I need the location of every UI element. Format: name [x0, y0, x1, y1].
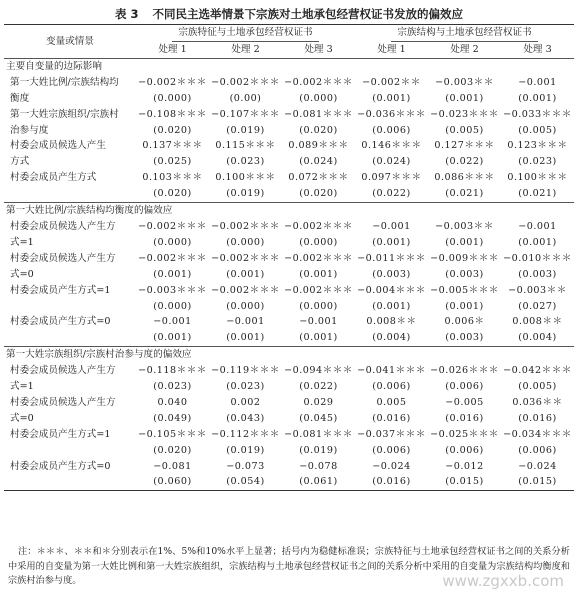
table-cell: (0.001): [372, 92, 411, 104]
table-cell: (0.000): [299, 92, 338, 104]
table-cell: −0.009＊＊＊: [430, 252, 499, 264]
row-label: 式=0: [10, 268, 34, 280]
table-cell: (0.00): [229, 92, 262, 104]
table-row: [4, 330, 574, 346]
table-cell: (0.022): [299, 381, 338, 393]
table-cell: −0.042＊＊＊: [503, 365, 572, 377]
table-cell: −0.002＊＊＊: [211, 284, 280, 296]
table-cell: −0.005＊＊＊: [430, 284, 499, 296]
row-label: 村委会成员产生方式: [10, 172, 97, 184]
table-cell: 0.040: [157, 396, 188, 408]
table-cell: (0.022): [372, 188, 411, 200]
table-cell: (0.025): [153, 156, 192, 168]
table-cell: −0.002＊＊＊: [284, 76, 353, 88]
table-cell: (0.001): [445, 236, 484, 248]
table-cell: (0.020): [299, 124, 338, 136]
table-cell: −0.081＊＊＊: [284, 108, 353, 120]
table-row: [4, 363, 574, 379]
table-cell: 0.127＊＊＊: [434, 140, 495, 152]
table-cell: −0.003＊＊: [435, 220, 494, 232]
table-cell: −0.001: [226, 316, 265, 328]
row-label: 治参与度: [10, 124, 49, 136]
table-cell: −0.002＊＊＊: [138, 76, 207, 88]
table-row: [4, 219, 574, 235]
table-cell: 0.008＊＊: [366, 316, 417, 328]
table-cell: (0.022): [445, 156, 484, 168]
table-cell: −0.118＊＊＊: [138, 365, 207, 377]
table-cell: (0.006): [445, 444, 484, 456]
row-label: 村委会成员候选人产生方: [10, 396, 116, 408]
table-cell: (0.023): [226, 381, 265, 393]
table-cell: −0.003＊＊＊: [138, 284, 207, 296]
table-cell: (0.000): [153, 236, 192, 248]
table-cell: (0.006): [445, 381, 484, 393]
table-cell: (0.060): [153, 476, 192, 488]
table-cell: −0.004＊＊＊: [357, 284, 426, 296]
table-cell: (0.000): [226, 300, 265, 312]
header-treatment: 处理 1: [377, 44, 406, 55]
table-cell: (0.020): [299, 188, 338, 200]
table-cell: −0.001: [372, 220, 411, 232]
table-cell: −0.108＊＊＊: [138, 108, 207, 120]
table-cell: (0.004): [518, 332, 557, 344]
table-cell: (0.000): [299, 236, 338, 248]
table-row: [4, 395, 574, 411]
table-cell: (0.021): [518, 188, 557, 200]
table-cell: −0.012: [445, 460, 484, 472]
table-cell: 0.123＊＊＊: [507, 140, 568, 152]
table-cell: (0.001): [299, 268, 338, 280]
table-cell: (0.024): [372, 156, 411, 168]
table-cell: (0.003): [372, 268, 411, 280]
table-cell: (0.024): [299, 156, 338, 168]
table-cell: 0.115＊＊＊: [215, 140, 276, 152]
table-cell: (0.016): [518, 412, 557, 424]
table-cell: (0.001): [518, 92, 557, 104]
row-label: 村委会成员产生方式=1: [10, 284, 111, 296]
table-cell: −0.112＊＊＊: [211, 428, 280, 440]
row-label: 村委会成员候选人产生: [10, 140, 106, 152]
table-row: [4, 75, 574, 91]
table-cell: 0.100＊＊＊: [507, 172, 568, 184]
table-row: [4, 251, 574, 267]
table-row: [4, 474, 574, 490]
table-cell: (0.021): [445, 188, 484, 200]
table-row: [4, 186, 574, 202]
table-row: [4, 283, 574, 299]
row-label: 村委会成员候选人产生方: [10, 252, 116, 264]
table-cell: (0.000): [153, 300, 192, 312]
table-cell: −0.002＊＊＊: [211, 252, 280, 264]
table-cell: (0.000): [299, 300, 338, 312]
table-cell: (0.027): [518, 300, 557, 312]
table-number: 表 3: [114, 7, 139, 21]
row-label: [4, 443, 136, 459]
row-label: 式=0: [10, 412, 34, 424]
watermark: www.zgxxb.com: [442, 572, 564, 590]
table-cell: −0.081＊＊＊: [284, 428, 353, 440]
row-label: [4, 330, 136, 346]
table-cell: (0.003): [445, 332, 484, 344]
table-cell: (0.001): [153, 332, 192, 344]
table-cell: 0.006＊: [444, 316, 485, 328]
table-cell: (0.005): [518, 381, 557, 393]
table-cell: (0.000): [226, 236, 265, 248]
table-cell: (0.019): [226, 444, 265, 456]
header-treatment: 处理 3: [304, 44, 333, 55]
table-cell: (0.023): [518, 156, 557, 168]
table-cell: (0.045): [299, 412, 338, 424]
table-cell: (0.023): [153, 381, 192, 393]
row-label: [4, 186, 136, 202]
table-cell: −0.025＊＊＊: [430, 428, 499, 440]
table-cell: 0.097＊＊＊: [361, 172, 422, 184]
table-row: [4, 91, 574, 107]
header-group-2: 宗族结构与土地承包经营权证书: [355, 25, 574, 43]
header-var-label: 变量或情景: [46, 35, 94, 47]
table-cell: (0.023): [226, 156, 265, 168]
table-cell: −0.036＊＊＊: [357, 108, 426, 120]
table-cell: (0.005): [445, 124, 484, 136]
table-row: [4, 411, 574, 427]
table-cell: −0.033＊＊＊: [503, 108, 572, 120]
table-cell: 0.029: [303, 396, 334, 408]
table-cell: −0.026＊＊＊: [430, 365, 499, 377]
table-cell: (0.005): [518, 124, 557, 136]
table-row: [4, 138, 574, 154]
table-row: [4, 123, 574, 139]
table-cell: −0.001: [153, 316, 192, 328]
row-label: 村委会成员产生方式=1: [10, 428, 111, 440]
table-cell: (0.001): [299, 332, 338, 344]
table-cell: −0.078: [299, 460, 338, 472]
table-cell: −0.001: [299, 316, 338, 328]
row-label: [4, 474, 136, 490]
table-cell: −0.002＊＊＊: [211, 220, 280, 232]
table-cell: 0.146＊＊＊: [361, 140, 422, 152]
table-cell: −0.073: [226, 460, 265, 472]
table-cell: (0.016): [372, 476, 411, 488]
table-row: [4, 379, 574, 395]
row-label: 式=1: [10, 236, 34, 248]
table-cell: −0.023＊＊＊: [430, 108, 499, 120]
table-row: [4, 235, 574, 251]
row-label: 村委会成员产生方式=0: [10, 316, 111, 328]
table-cell: (0.006): [518, 444, 557, 456]
header-row-groups: [4, 25, 574, 43]
table-cell: (0.001): [226, 268, 265, 280]
table-cell: 0.103＊＊＊: [142, 172, 203, 184]
table-cell: −0.094＊＊＊: [284, 365, 353, 377]
table-cell: −0.010＊＊＊: [503, 252, 572, 264]
table-row: [4, 107, 574, 123]
section-label: 主要自变量的边际影响: [6, 60, 102, 72]
header-treatment: 处理 2: [231, 44, 260, 55]
table-note: 注：＊＊＊、＊＊和＊分别表示在1%、5%和10%水平上显著；括号内为稳健标准误；宗族特征与土地承包经营权证书之间的关系分析中采用的自变量为第一大姓比例和第一大姓宗族组织，宗族结构与土地承包经营权证书之间的关系分析中采用的自变量为宗族结构均衡度和宗族村治参与度。: [8, 546, 570, 586]
row-label: 第一大姓宗族组织/宗族村: [10, 108, 119, 120]
table-cell: −0.081: [153, 460, 192, 472]
table-cell: (0.049): [153, 412, 192, 424]
table-cell: 0.072＊＊＊: [288, 172, 349, 184]
table-cell: −0.024: [372, 460, 411, 472]
table-cell: (0.001): [518, 236, 557, 248]
table-row: [4, 299, 574, 315]
row-label: 第一大姓比例/宗族结构均: [10, 76, 119, 88]
table-row: [4, 267, 574, 283]
row-label: 村委会成员产生方式=0: [10, 460, 111, 472]
table-body: [4, 58, 574, 490]
table-cell: 0.086＊＊＊: [434, 172, 495, 184]
table-row: [4, 170, 574, 186]
table-cell: (0.006): [372, 124, 411, 136]
table-cell: (0.001): [445, 300, 484, 312]
table-cell: −0.107＊＊＊: [211, 108, 280, 120]
table-cell: (0.020): [153, 188, 192, 200]
table-cell: (0.003): [518, 268, 557, 280]
table-cell: 0.008＊＊: [512, 316, 563, 328]
table-cell: (0.004): [372, 332, 411, 344]
table-cell: −0.034＊＊＊: [503, 428, 572, 440]
table-cell: −0.002＊＊＊: [284, 284, 353, 296]
table-row: [4, 314, 574, 330]
row-label: 式=1: [10, 381, 34, 393]
table-cell: (0.016): [372, 412, 411, 424]
table-cell: −0.105＊＊＊: [138, 428, 207, 440]
section-label: 第一大姓比例/宗族结构均衡度的偏效应: [6, 205, 173, 217]
table-cell: −0.002＊＊＊: [211, 76, 280, 88]
section-label: 第一大姓宗族组织/宗族村治参与度的偏效应: [6, 349, 192, 361]
row-label: 方式: [10, 156, 30, 168]
table-cell: −0.024: [518, 460, 557, 472]
table-cell: (0.003): [445, 268, 484, 280]
row-label: 衡度: [10, 92, 30, 104]
table-cell: (0.019): [226, 124, 265, 136]
table-cell: −0.001: [518, 76, 557, 88]
table-cell: (0.006): [372, 444, 411, 456]
table-cell: (0.054): [226, 476, 265, 488]
table-cell: (0.020): [153, 124, 192, 136]
table-row: [4, 459, 574, 475]
table-cell: 0.002: [230, 396, 261, 408]
table-cell: (0.001): [372, 300, 411, 312]
table-title: [0, 6, 578, 22]
table-cell: −0.003＊＊: [435, 76, 494, 88]
table-cell: −0.041＊＊＊: [357, 365, 426, 377]
table-cell: 0.137＊＊＊: [142, 140, 203, 152]
table-cell: −0.001: [518, 220, 557, 232]
section-row: [4, 58, 574, 74]
table-cell: (0.006): [372, 381, 411, 393]
table-cell: −0.037＊＊＊: [357, 428, 426, 440]
table-cell: 0.036＊＊: [512, 396, 563, 408]
results-table: [4, 24, 574, 491]
table-row: [4, 427, 574, 443]
table-cell: (0.019): [299, 444, 338, 456]
row-label: [4, 299, 136, 315]
header-treatment: 处理 1: [158, 44, 187, 55]
table-cell: (0.015): [445, 476, 484, 488]
table-cell: −0.005: [445, 396, 484, 408]
row-label: 村委会成员候选人产生方: [10, 365, 116, 377]
table-cell: (0.020): [153, 444, 192, 456]
table-cell: 0.100＊＊＊: [215, 172, 276, 184]
table-cell: 0.089＊＊＊: [288, 140, 349, 152]
table-cell: −0.002＊＊＊: [284, 252, 353, 264]
table-cell: −0.011＊＊＊: [357, 252, 426, 264]
table-cell: 0.005: [376, 396, 407, 408]
table-cell: (0.001): [153, 268, 192, 280]
table-cell: −0.002＊＊＊: [138, 252, 207, 264]
header-treatment: 处理 2: [450, 44, 479, 55]
table-row: [4, 443, 574, 459]
table-cell: (0.043): [226, 412, 265, 424]
table-cell: (0.016): [445, 412, 484, 424]
table-caption: 不同民主选举情景下宗族对土地承包经营权证书发放的偏效应: [152, 7, 463, 21]
header-group-1: 宗族特征与土地承包经营权证书: [136, 25, 355, 43]
header-treatment: 处理 3: [523, 44, 552, 55]
table-cell: (0.001): [445, 92, 484, 104]
table-cell: (0.001): [372, 236, 411, 248]
table-cell: −0.002＊＊: [362, 76, 421, 88]
section-row: [4, 347, 574, 363]
section-row: [4, 203, 574, 219]
table-cell: (0.061): [299, 476, 338, 488]
table-cell: −0.119＊＊＊: [211, 365, 280, 377]
row-label: 村委会成员候选人产生方: [10, 220, 116, 232]
table-cell: −0.002＊＊＊: [284, 220, 353, 232]
table-cell: (0.015): [518, 476, 557, 488]
table-cell: −0.003＊＊: [508, 284, 567, 296]
table-cell: (0.019): [226, 188, 265, 200]
table-row: [4, 154, 574, 170]
table-cell: −0.002＊＊＊: [138, 220, 207, 232]
table-cell: (0.000): [153, 92, 192, 104]
table-cell: (0.001): [226, 332, 265, 344]
